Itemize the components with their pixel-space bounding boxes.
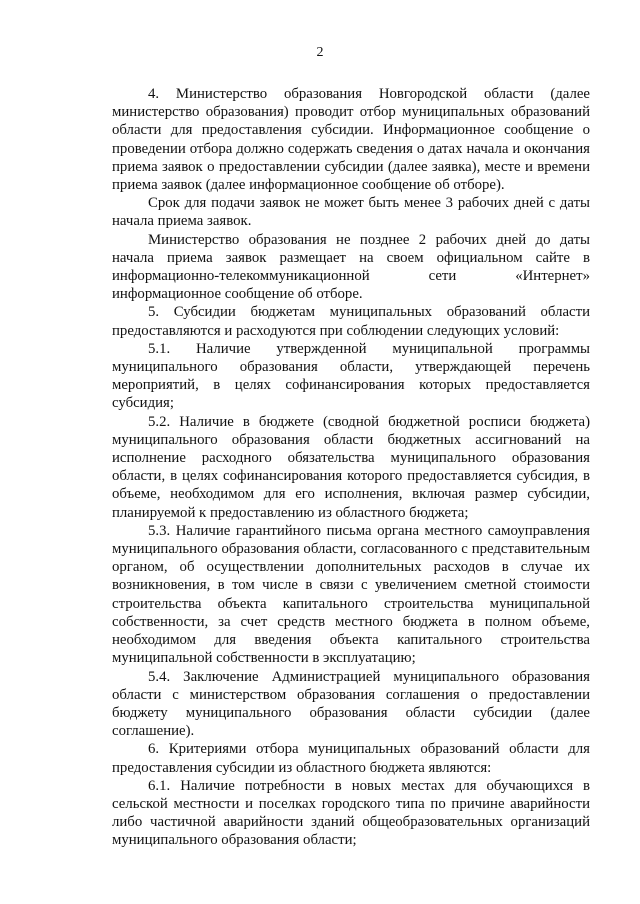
page-number: 2	[316, 45, 324, 60]
paragraph-5-3: 5.3. Наличие гарантийного письма органа местного самоуправления муниципального образования области, согласованного с представительным органом, об осуществлении дополнительных расходов в случае их возникновения, в том числе в связи с увеличением сметной стоимости строительства объекта капитального строительства муниципальной собственности, за счет средств местного бюджета в полном объеме, необходимом для введения объекта капитального строительства муниципальной собственности в эксплуатацию;	[112, 522, 590, 667]
paragraph-4: 4. Министерство образования Новгородской области (далее министерство образования) проводит отбор муниципальных образований области для предоставления субсидии. Информационное сообщение о проведении отбора должно содержать сведения о датах начала и окончания приема заявок о предоставлении субсидии (далее заявка), месте и времени приема заявок (далее информационное сообщение об отборе).	[112, 86, 590, 194]
paragraph-publication: Министерство образования не позднее 2 рабочих дней до даты начала приема заявок размещает на своем официальном сайте в информационно-телекоммуникационной сети «Интернет» информационное сообщение об отборе.	[112, 231, 590, 303]
paragraph-6-1: 6.1. Наличие потребности в новых местах для обучающихся в сельской местности и поселках городского типа по причине аварийности либо частичной аварийности зданий общеобразовательных организаций муниципального образования области;	[112, 777, 590, 849]
paragraph-6: 6. Критериями отбора муниципальных образований области для предоставления субсидии из областного бюджета являются:	[112, 741, 590, 776]
paragraph-5-1: 5.1. Наличие утвержденной муниципальной программы муниципального образования области, утверждающей перечень мероприятий, в целях софинансирования которых предоставляется субсидия;	[112, 340, 590, 412]
paragraph-5: 5. Субсидии бюджетам муниципальных образований области предоставляются и расходуются при соблюдении следующих условий:	[112, 304, 590, 339]
paragraph-5-4: 5.4. Заключение Администрацией муниципального образования области с министерством образования соглашения о предоставлении бюджету муниципального образования области субсидии (далее соглашение).	[112, 668, 590, 740]
document-body	[112, 85, 590, 850]
paragraph-deadline: Срок для подачи заявок не может быть менее 3 рабочих дней с даты начала приема заявок.	[112, 195, 590, 230]
paragraph-5-2: 5.2. Наличие в бюджете (сводной бюджетной росписи бюджета) муниципального образования области бюджетных ассигнований на исполнение расходного обязательства муниципального образования области, в целях софинансирования которого предоставляется субсидия, в объеме, необходимом для его исполнения, включая размер субсидии, планируемой к предоставлению из областного бюджета;	[112, 413, 590, 521]
